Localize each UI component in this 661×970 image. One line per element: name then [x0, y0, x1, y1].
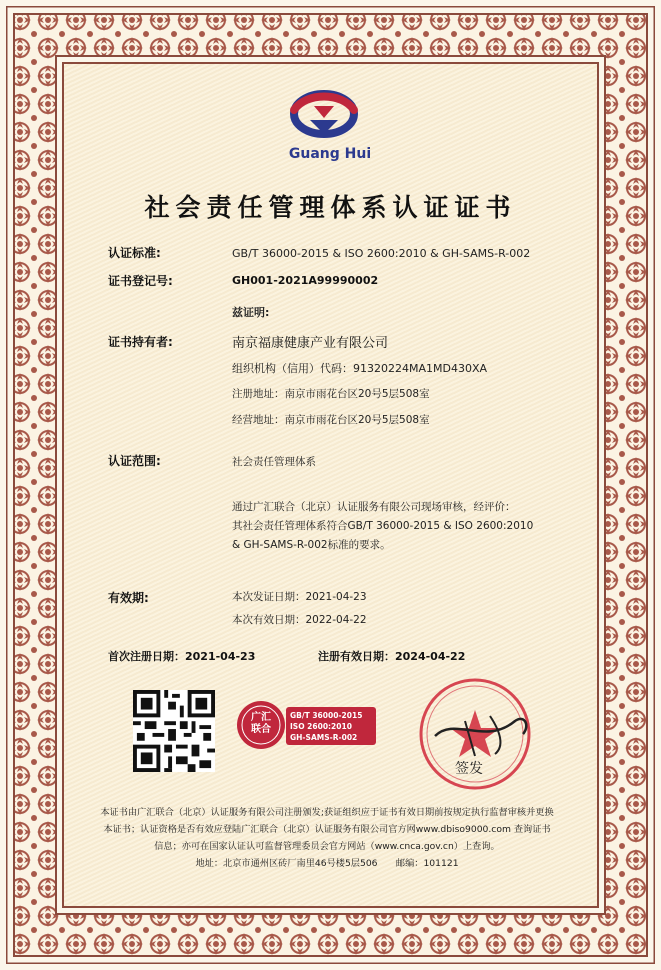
registration-valid-date: 注册有效日期：2024-04-22 — [318, 650, 466, 663]
badge-line: GB/T 36000-2015 — [290, 711, 363, 720]
holder-value: 南京福康健康产业有限公司 — [232, 336, 389, 351]
valid-date: 本次有效日期：2022-04-22 — [232, 614, 367, 626]
logo-text: Guang Hui — [288, 146, 372, 162]
company-seal-icon — [405, 676, 555, 796]
paragraph-line: & GH-SAMS-R-002标准的要求。 — [232, 539, 391, 551]
org-code: 组织机构（信用）代码：91320224MA1MD430XA — [232, 362, 488, 375]
scope-value: 社会责任管理体系 — [232, 456, 316, 468]
badge-line: GH-SAMS-R-002 — [290, 733, 358, 742]
registration-value: GH001-2021A99990002 — [232, 274, 379, 287]
badge-standards — [290, 710, 362, 743]
standard-label: 认证标准: — [108, 246, 161, 260]
paragraph-line: 其社会责任管理体系符合GB/T 36000-2015 & ISO 2600:2010 — [232, 520, 534, 532]
holder-label: 证书持有者: — [108, 335, 173, 349]
first-registration-date: 首次注册日期：2021-04-23 — [108, 650, 256, 663]
footer-address: 地址：北京市通州区砖厂南里46号楼5层506 邮编：101121 — [195, 858, 459, 869]
footer-line: 信息；亦可在国家认证认可监督管理委员会官方网站（www.cnca.gov.cn）上查询。 — [154, 841, 500, 852]
qr-code-icon — [133, 690, 215, 772]
issue-date: 本次发证日期：2021-04-23 — [232, 591, 367, 603]
badge-label: 广汇联合 — [251, 712, 271, 735]
standard-value: GB/T 36000-2015 & ISO 2600:2010 & GH-SAMS-R-002 — [232, 247, 531, 260]
registered-address: 注册地址：南京市雨花台区20号5层508室 — [232, 388, 430, 400]
scope-label: 认证范围: — [108, 454, 161, 468]
page-title: 社会责任管理体系认证证书 — [144, 193, 517, 222]
footer-notes — [92, 804, 562, 872]
assessment-paragraph — [232, 498, 562, 555]
signature-label: 签发 — [455, 761, 483, 777]
footer-line: 本证书；认证资格是否有效应登陆广汇联合（北京）认证服务有限公司官方网www.dbiso9000.com 查询证书 — [103, 824, 551, 835]
badge-line: ISO 2600:2010 — [290, 722, 352, 731]
business-address: 经营地址：南京市雨花台区20号5层508室 — [232, 414, 430, 426]
footer-line: 本证书由广汇联合（北京）认证服务有限公司注册颁发;获证组织应于证书有效日期前按规定执行监督审核并更换 — [100, 807, 554, 818]
prove-text: 兹证明: — [232, 306, 270, 319]
paragraph-line: 通过广汇联合（北京）认证服务有限公司现场审核，经评价： — [232, 501, 516, 513]
registration-label: 证书登记号: — [108, 274, 173, 288]
validity-label: 有效期: — [108, 591, 149, 605]
